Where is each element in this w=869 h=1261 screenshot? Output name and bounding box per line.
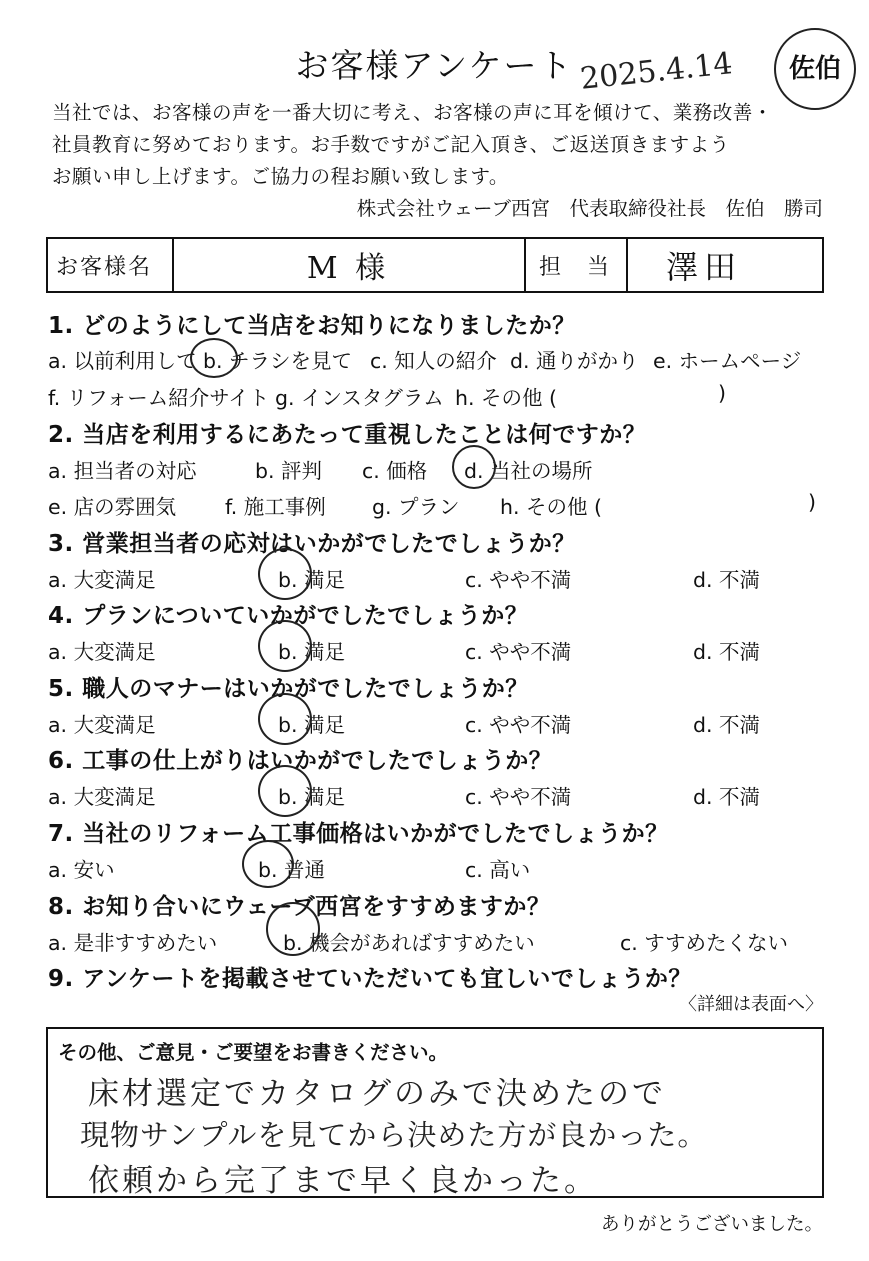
question-1: 1. どのようにして当店をお知りになりましたか？: [48, 313, 576, 339]
q1-option-d[interactable]: d. 通りがかり: [510, 349, 639, 373]
question-6: 6. 工事の仕上がりはいかがでしたでしょうか？: [48, 748, 553, 774]
intro-line-1: 当社では、お客様の声を一番大切に考え、お客様の声に耳を傾けて、業務改善・: [52, 101, 773, 124]
name-stamp: 佐伯: [774, 28, 856, 110]
question-2: 2. 当店を利用するにあたって重視したことは何ですか？: [48, 422, 647, 448]
customer-name-label: お客様名: [56, 254, 153, 280]
q5-option-a[interactable]: a. 大変満足: [48, 713, 156, 737]
company-signature: 株式会社ウェーブ西宮 代表取締役社長 佐伯 勝司: [356, 197, 823, 220]
q5-option-b[interactable]: b. 満足: [278, 713, 346, 737]
q4-selection-circle: [258, 620, 312, 672]
intro-line-2: 社員教育に努めております。お手数ですがご記入頂き、ご返送頂きますよう: [52, 133, 730, 156]
q3-selection-circle: [258, 548, 312, 600]
question-3: 3. 営業担当者の応対はいかがでしたでしょうか？: [48, 531, 576, 557]
comment-line-1: 床材選定でカタログのみで決めたので: [88, 1076, 666, 1112]
customer-name-value: M 様: [306, 251, 390, 286]
q8-option-a[interactable]: a. 是非すすめたい: [48, 931, 218, 955]
q1-option-g[interactable]: g. インスタグラム: [275, 386, 444, 410]
q2-option-h[interactable]: h. その他 (: [500, 495, 603, 519]
question-8: 8. お知り合いにウェーブ西宮をすすめますか？: [48, 894, 551, 920]
q5-selection-circle: [258, 693, 312, 745]
q6-option-b[interactable]: b. 満足: [278, 785, 346, 809]
q7-option-a[interactable]: a. 安い: [48, 858, 115, 882]
q1-option-c[interactable]: c. 知人の紹介: [370, 349, 497, 373]
q1-option-a[interactable]: a. 以前利用して: [48, 349, 197, 373]
q2-option-g[interactable]: g. プラン: [372, 495, 460, 519]
question-4: 4. プランについていかがでしたでしょうか？: [48, 603, 529, 629]
q3-option-d[interactable]: d. 不満: [693, 568, 761, 592]
handwritten-date: 2025.4.14: [578, 46, 735, 97]
thanks-text: ありがとうございました。: [600, 1214, 823, 1235]
q4-option-c[interactable]: c. やや不満: [465, 640, 572, 664]
customer-name-cell[interactable]: [172, 239, 526, 291]
q3-option-b[interactable]: b. 満足: [278, 568, 346, 592]
comment-line-3: 依頼から完了まで早く良かった。: [88, 1163, 598, 1199]
staff-value: 澤田: [666, 248, 743, 286]
q2-option-b[interactable]: b. 評判: [255, 459, 323, 483]
q6-option-d[interactable]: d. 不満: [693, 785, 761, 809]
q2-option-e[interactable]: e. 店の雰囲気: [48, 495, 177, 519]
q5-option-d[interactable]: d. 不満: [693, 713, 761, 737]
q4-option-b[interactable]: b. 満足: [278, 640, 346, 664]
q8-option-b[interactable]: b. 機会があればすすめたい: [283, 931, 535, 955]
comment-label: その他、ご意見・ご要望をお書きください。: [58, 1041, 449, 1064]
q1-option-b[interactable]: b. チラシを見て: [203, 349, 353, 373]
q7-option-c[interactable]: c. 高い: [465, 858, 531, 882]
q3-option-c[interactable]: c. やや不満: [465, 568, 572, 592]
question-7: 7. 当社のリフォーム工事価格はいかがでしたでしょうか？: [48, 821, 669, 847]
survey-title: お客様アンケート: [295, 46, 574, 85]
comment-line-2: 現物サンプルを見てから決めた方が良かった。: [80, 1118, 708, 1152]
q7-option-b[interactable]: b. 普通: [258, 858, 326, 882]
q5-option-c[interactable]: c. やや不満: [465, 713, 572, 737]
q7-selection-circle: [242, 840, 294, 888]
staff-value-cell[interactable]: [626, 239, 822, 291]
customer-table: [46, 237, 824, 293]
question-9: 9. アンケートを掲載させていただいても宜しいでしょうか？: [48, 966, 692, 992]
q1-selection-circle: [190, 338, 238, 378]
q1-option-h-close: ): [718, 381, 726, 405]
intro-line-3: お願い申し上げます。ご協力の程お願い致します。: [52, 165, 509, 188]
q2-option-c[interactable]: c. 価格: [362, 459, 428, 483]
q2-option-d[interactable]: d. 当社の場所: [464, 459, 593, 483]
q8-selection-circle: [266, 902, 320, 956]
q2-selection-circle: [452, 445, 496, 489]
question-5: 5. 職人のマナーはいかがでしたでしょうか？: [48, 676, 529, 702]
q6-option-c[interactable]: c. やや不満: [465, 785, 572, 809]
q1-option-e[interactable]: e. ホームページ: [653, 349, 802, 373]
q4-option-a[interactable]: a. 大変満足: [48, 640, 156, 664]
details-note: 〈詳細は表面へ〉: [679, 994, 823, 1015]
q2-option-a[interactable]: a. 担当者の対応: [48, 459, 197, 483]
staff-label-cell: [524, 239, 628, 291]
q4-option-d[interactable]: d. 不満: [693, 640, 761, 664]
q2-option-f[interactable]: f. 施工事例: [225, 495, 326, 519]
q3-option-a[interactable]: a. 大変満足: [48, 568, 156, 592]
q8-option-c[interactable]: c. すすめたくない: [620, 931, 789, 955]
q6-option-a[interactable]: a. 大変満足: [48, 785, 156, 809]
customer-name-label-cell: [48, 239, 174, 291]
staff-label: 担 当: [538, 254, 611, 280]
q1-option-h[interactable]: h. その他 (: [455, 386, 558, 410]
q6-selection-circle: [258, 765, 312, 817]
q1-option-f[interactable]: f. リフォーム紹介サイト: [48, 386, 270, 410]
q2-option-h-close: ): [808, 490, 816, 514]
